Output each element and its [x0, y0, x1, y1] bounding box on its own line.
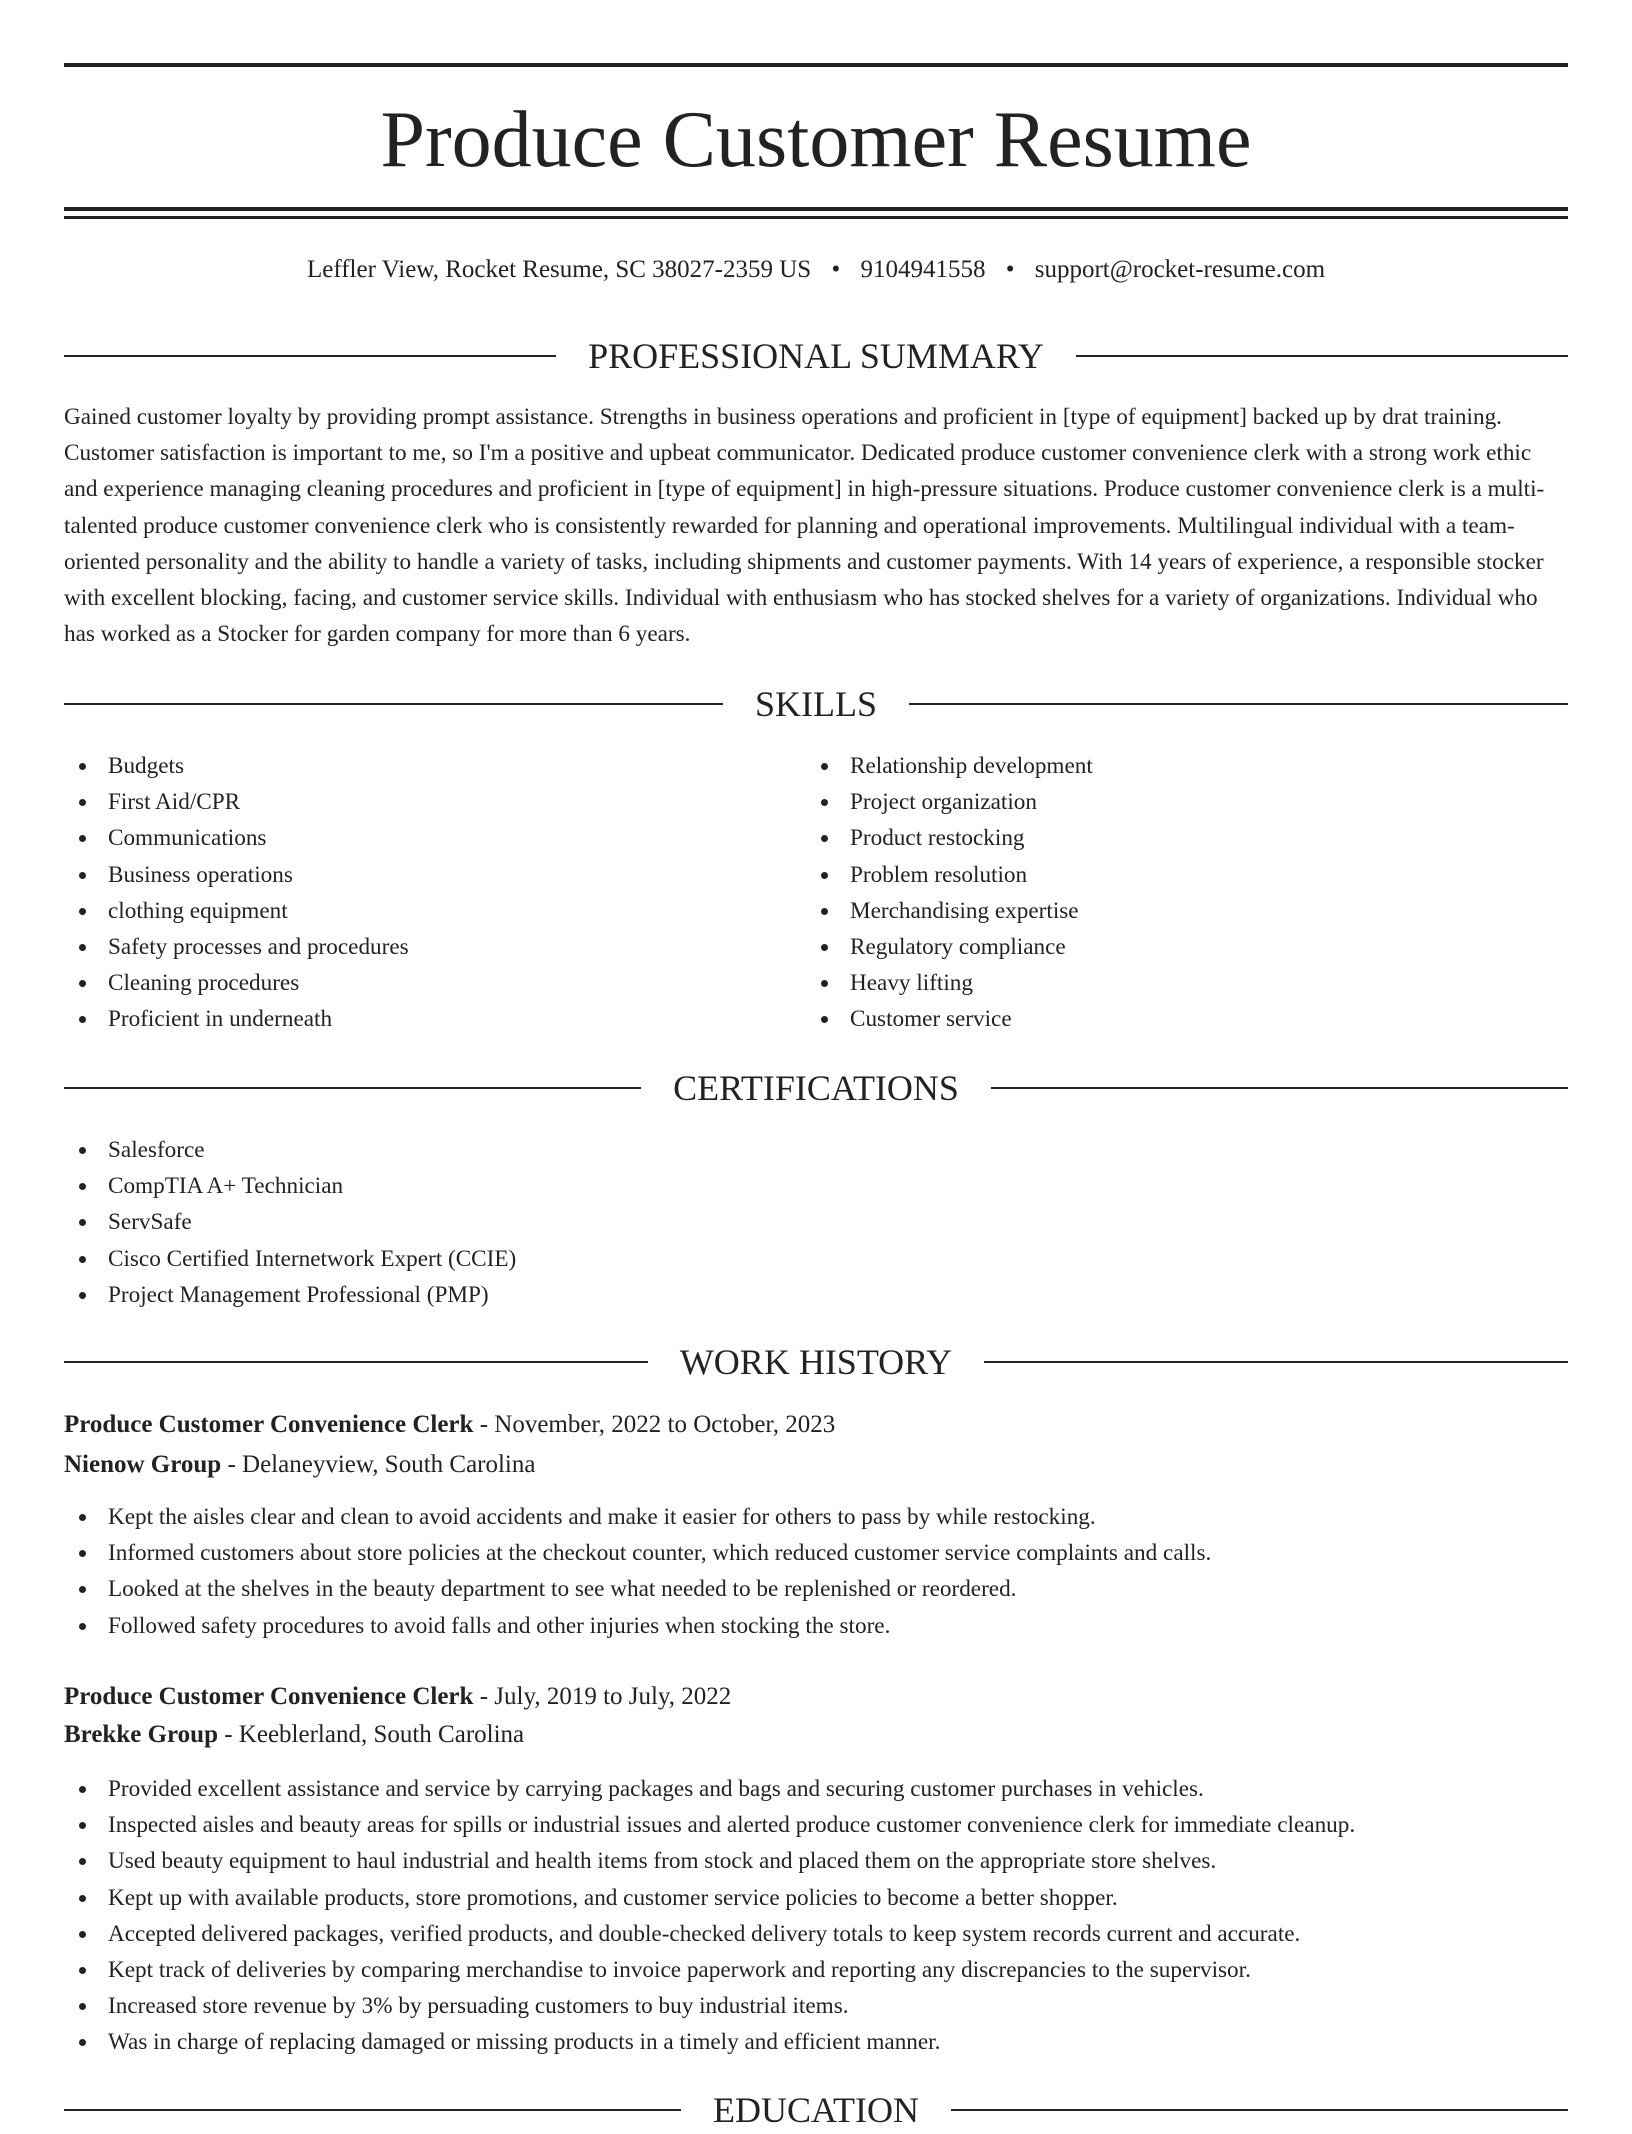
- skill-item: Cleaning procedures: [64, 965, 804, 1001]
- job-title-line: [64, 1678, 1568, 1716]
- job-bullet: Increased store revenue by 3% by persuading customers to buy industrial items.: [64, 1988, 1568, 2024]
- job-company-line: [64, 1716, 1568, 1754]
- education-heading-label: EDUCATION: [713, 2090, 919, 2130]
- heading-rule-right: [909, 703, 1568, 705]
- skill-item: Regulatory compliance: [806, 929, 1566, 965]
- contact-separator: •: [831, 256, 841, 283]
- heading-rule-right: [1076, 355, 1568, 357]
- heading-rule-right: [951, 2109, 1568, 2111]
- job-company-line: [64, 1446, 1568, 1484]
- skill-item: Merchandising expertise: [806, 893, 1566, 929]
- certification-item: Cisco Certified Internetwork Expert (CCIE): [64, 1241, 1568, 1277]
- job-bullet: Was in charge of replacing damaged or missing products in a timely and efficient manner.: [64, 2024, 1568, 2060]
- skill-item: Communications: [64, 820, 804, 856]
- heading-rule-left: [64, 1087, 641, 1089]
- job-location: - Keeblerland, South Carolina: [217, 1721, 525, 1748]
- job-bullet: Provided excellent assistance and service by carrying packages and bags and securing customer purchases in vehicles.: [64, 1771, 1568, 1807]
- job-company: Nienow Group: [64, 1451, 222, 1478]
- heading-rule-left: [64, 2109, 681, 2111]
- job-bullet: Followed safety procedures to avoid falls and other injuries when stocking the store.: [64, 1608, 1568, 1644]
- skill-item: Problem resolution: [806, 857, 1566, 893]
- job-location: - Delaneyview, South Carolina: [221, 1451, 536, 1478]
- job-bullet: Accepted delivered packages, verified products, and double-checked delivery totals to keep system records current and accurate.: [64, 1916, 1568, 1952]
- job-bullet: Kept the aisles clear and clean to avoid accidents and make it easier for others to pass by while restocking.: [64, 1499, 1568, 1535]
- skill-item: Heavy lifting: [806, 965, 1566, 1001]
- certifications-heading-label: CERTIFICATIONS: [673, 1068, 959, 1108]
- skill-item: Relationship development: [806, 748, 1566, 784]
- job-bullet: Kept up with available products, store promotions, and customer service policies to become a better shopper.: [64, 1880, 1568, 1916]
- heading-rule-left: [64, 1361, 648, 1363]
- job-bullet-list: [64, 1771, 1568, 2061]
- contact-email: support@rocket-resume.com: [1034, 256, 1326, 283]
- header-bottom-rule-inner: [64, 216, 1568, 219]
- skills-heading: [64, 680, 1568, 728]
- certifications-heading: [64, 1064, 1568, 1112]
- job-dates: - July, 2019 to July, 2022: [473, 1683, 732, 1710]
- work-history-heading: [64, 1338, 1568, 1386]
- contact-line: [64, 252, 1568, 288]
- summary-heading: [64, 332, 1568, 380]
- job-dates: - November, 2022 to October, 2023: [473, 1411, 836, 1438]
- heading-rule-left: [64, 703, 723, 705]
- job-bullet: Used beauty equipment to haul industrial and health items from stock and placed them on the appropriate store shelves.: [64, 1843, 1568, 1879]
- summary-heading-label: PROFESSIONAL SUMMARY: [588, 336, 1044, 376]
- certification-item: CompTIA A+ Technician: [64, 1168, 1568, 1204]
- contact-address: Leffler View, Rocket Resume, SC 38027-2359 US: [306, 256, 812, 283]
- job-title: Produce Customer Convenience Clerk: [64, 1683, 474, 1710]
- resume-title: Produce Customer Resume: [380, 96, 1252, 184]
- summary-text: Gained customer loyalty by providing prompt assistance. Strengths in business operations and proficient in [type of equipment] backed up by drat training. Customer satisfaction is important to me, so I'm a positive and upbeat communicator. Dedicated produce customer convenience clerk with a strong work ethic and experience managing cleaning procedures and proficient in [type of equipment] in high-pressure situations. Produce customer convenience clerk is a multi-talented produce customer convenience clerk who is consistently rewarded for planning and operational improvements. Multilingual individual with a team-oriented personality and the ability to handle a variety of tasks, including shipments and customer payments. With 14 years of experience, a responsible stocker with excellent blocking, facing, and customer service skills. Individual with enthusiasm who has stocked shelves for a variety of organizations. Individual who has worked as a Stocker for garden company for more than 6 years.: [64, 404, 1545, 648]
- skill-item: Budgets: [64, 748, 804, 784]
- certification-item: Salesforce: [64, 1132, 1568, 1168]
- heading-rule-left: [64, 355, 556, 357]
- job-bullet: Inspected aisles and beauty areas for spills or industrial issues and alerted produce customer convenience clerk for immediate cleanup.: [64, 1807, 1568, 1843]
- heading-rule-right: [984, 1361, 1568, 1363]
- contact-phone: 9104941558: [860, 256, 986, 283]
- certification-item: Project Management Professional (PMP): [64, 1277, 1568, 1313]
- skill-item: Proficient in underneath: [64, 1001, 804, 1037]
- certification-item: ServSafe: [64, 1204, 1568, 1240]
- skill-item: clothing equipment: [64, 893, 804, 929]
- job-company: Brekke Group: [64, 1721, 218, 1748]
- skill-item: Project organization: [806, 784, 1566, 820]
- job-bullet: Informed customers about store policies at the checkout counter, which reduced customer service complaints and calls.: [64, 1535, 1568, 1571]
- education-heading: [64, 2086, 1568, 2134]
- skill-item: First Aid/CPR: [64, 784, 804, 820]
- job-title-line: [64, 1406, 1568, 1444]
- header-top-rule: [64, 63, 1568, 67]
- skill-item: Product restocking: [806, 820, 1566, 856]
- contact-separator: •: [1005, 256, 1015, 283]
- skills-list-left: [64, 748, 804, 1038]
- job-title: Produce Customer Convenience Clerk: [64, 1411, 474, 1438]
- job-bullet: Looked at the shelves in the beauty department to see what needed to be replenished or reordered.: [64, 1571, 1568, 1607]
- skill-item: Customer service: [806, 1001, 1566, 1037]
- certifications-list: [64, 1132, 1568, 1313]
- skills-list-right: [806, 748, 1566, 1038]
- job-bullet-list: [64, 1499, 1568, 1644]
- work-history-heading-label: WORK HISTORY: [679, 1342, 953, 1382]
- skill-item: Business operations: [64, 857, 804, 893]
- skills-heading-label: SKILLS: [755, 684, 878, 724]
- job-bullet: Kept track of deliveries by comparing merchandise to invoice paperwork and reporting any discrepancies to the supervisor.: [64, 1952, 1568, 1988]
- header-bottom-rule: [64, 207, 1568, 211]
- skill-item: Safety processes and procedures: [64, 929, 804, 965]
- heading-rule-right: [991, 1087, 1568, 1089]
